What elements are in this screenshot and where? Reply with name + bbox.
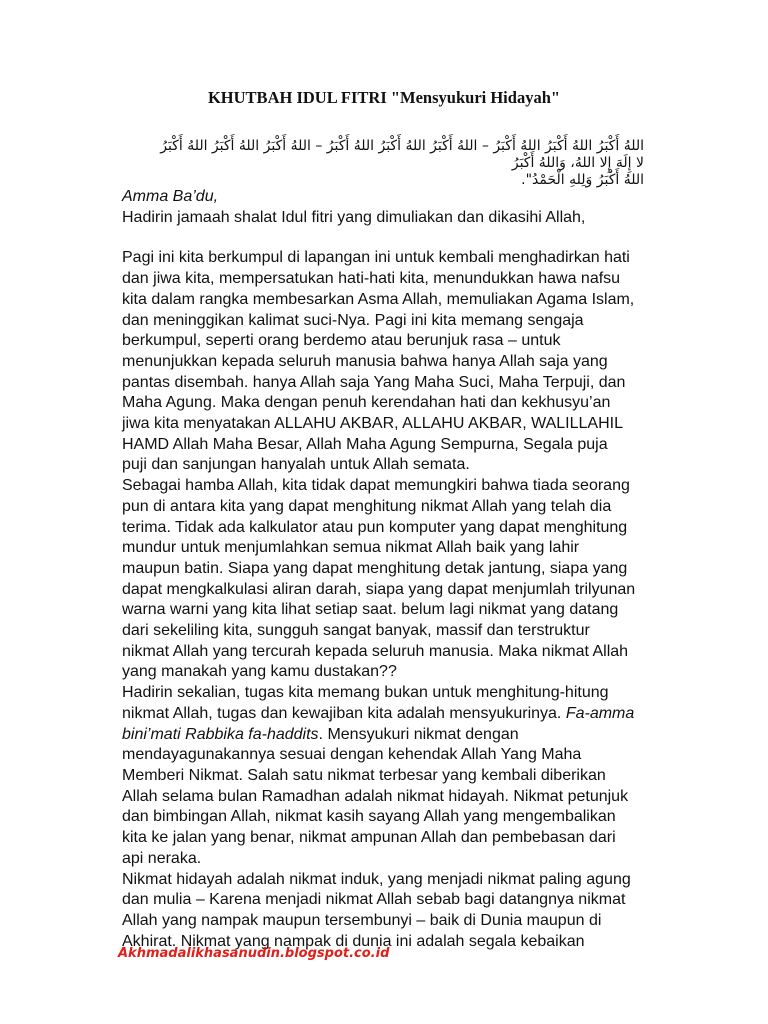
text-line: mundur untuk menjumlahkan semua nikmat Allah baik yang lahir — [122, 539, 580, 557]
paragraph-1 — [122, 248, 682, 476]
text-line: api neraka. — [122, 849, 202, 867]
paragraph-2 — [122, 476, 682, 683]
italic-phrase: Fa-amma — [565, 704, 635, 722]
sermon-body — [122, 187, 682, 952]
text-line: maupun batin. Siapa yang dapat menghitung detak jantung, siapa yang — [122, 559, 628, 577]
text-line: dan jiwa kita, mempersatukan hati-hati kita, menundukkan hawa nafsu — [122, 270, 621, 288]
text-line: yang manakah yang kamu dustakan?? — [122, 663, 397, 681]
arabic-line-3: اللهُ أَكْبَرُ وَلِلهِ الْحَمْدُ". — [521, 172, 644, 188]
text-segment: . Mensyukuri nikmat dengan — [318, 725, 519, 743]
italic-phrase: bini’mati Rabbika fa-haddits — [122, 725, 319, 743]
text-segment: nikmat Allah, tugas dan kewajiban kita adalah mensyukurinya. — [122, 704, 566, 722]
text-line: dan bimbingan Allah, nikmat kasih sayang Allah yang mengembalikan — [122, 808, 616, 826]
text-line: berkumpul, seperti orang berdemo atau berunjuk rasa – untuk — [122, 332, 561, 350]
text-line: Allah yang nampak maupun tersembunyi – baik di Dunia maupun di — [122, 911, 602, 929]
text-line: mendayagunakannya sesuai dengan kehendak Allah Yang Maha — [122, 746, 582, 764]
text-line: puji dan sanjungan hanyalah untuk Allah semata. — [122, 456, 470, 474]
text-line: warna warni yang kita lihat setiap saat. belum lagi nikmat yang datang — [122, 601, 619, 619]
text-line: dan meninggikan kalimat suci-Nya. Pagi ini kita memang sengaja — [122, 311, 584, 329]
text-line: kita ke jalan yang benar, nikmat ampunan Allah dan pembebasan dari — [122, 829, 616, 847]
text-line: menunjukkan kepada seluruh manusia bahwa hanya Allah saja yang — [122, 352, 608, 370]
text-line: pantas disembah. hanya Allah saja Yang Maha Suci, Maha Terpuji, dan — [122, 373, 626, 391]
text-line: Pagi ini kita berkumpul di lapangan ini untuk kembali menghadirkan hati — [122, 249, 630, 267]
paragraph-3 — [122, 683, 682, 869]
text-line: Akhirat. Nikmat yang nampak di dunia ini adalah segala kebaikan — [122, 932, 585, 950]
text-line: Sebagai hamba Allah, kita tidak dapat memungkiri bahwa tiada seorang — [122, 477, 630, 495]
text-line: Memberi Nikmat. Salah satu nikmat terbesar yang kembali diberikan — [122, 766, 606, 784]
text-line: terima. Tidak ada kalkulator atau pun komputer yang dapat menghitung — [122, 518, 628, 536]
arabic-line-1: اللهُ أَكْبَرُ اللهُ أَكْبَرُ اللهُ أَكْبَرُ – اللهُ أَكْبَرُ اللهُ أَكْبَرُ اللهُ أَكْبَرُ – اللهُ أَكْبَرُ اللهُ أَكْبَرُ اللهُ أَكْبَرُ — [160, 138, 644, 154]
text-line: pun di antara kita yang dapat menghitung nikmat Allah yang telah dia — [122, 497, 612, 515]
text-line: HAMD Allah Maha Besar, Allah Maha Agung Sempurna, Segala puja — [122, 435, 608, 453]
greeting: Amma Ba’du, — [122, 188, 219, 205]
arabic-takbir — [84, 138, 644, 189]
text-line: Hadirin sekalian, tugas kita memang bukan untuk menghitung-hitung — [122, 684, 609, 702]
paragraph-4 — [122, 870, 682, 953]
text-line: Allah selama bulan Ramadhan adalah nikmat hidayah. Nikmat petunjuk — [122, 787, 629, 805]
text-line: kita dalam rangka membesarkan Asma Allah, memuliakan Agama Islam, — [122, 290, 635, 308]
text-line: Maha Agung. Maka dengan penuh kerendahan hati dan kekhusyu’an — [122, 394, 611, 412]
text-line: dari sekeliling kita, sungguh sangat banyak, massif dan terstruktur — [122, 622, 590, 640]
text-line: jiwa kita menyatakan ALLAHU AKBAR, ALLAHU AKBAR, WALILLAHIL — [122, 415, 623, 433]
text-line: nikmat Allah yang tercurah kepada seluruh manusia. Maka nikmat Allah — [122, 642, 629, 660]
address-line: Hadirin jamaah shalat Idul fitri yang dimuliakan dan dikasihi Allah, — [122, 208, 586, 226]
arabic-line-2: لا إِلَهَ إِلا اللهُ، وَاللهُ أَكْبَرُ — [511, 155, 644, 171]
document-title: KHUTBAH IDUL FITRI "Mensyukuri Hidayah" — [207, 88, 561, 107]
text-line: Nikmat hidayah adalah nikmat induk, yang menjadi nikmat paling agung — [122, 870, 631, 888]
text-line — [122, 704, 682, 725]
text-line — [122, 725, 682, 746]
blog-url-footer: Akhmadalikhasanudin.blogspot.co.id — [118, 946, 390, 961]
text-line: dapat mengkalkulasi aliran darah, siapa yang dapat menjumlah trilyunan — [122, 580, 636, 598]
text-line: dan mulia – Karena menjadi nikmat Allah sebab bagi datangnya nikmat — [122, 891, 626, 909]
